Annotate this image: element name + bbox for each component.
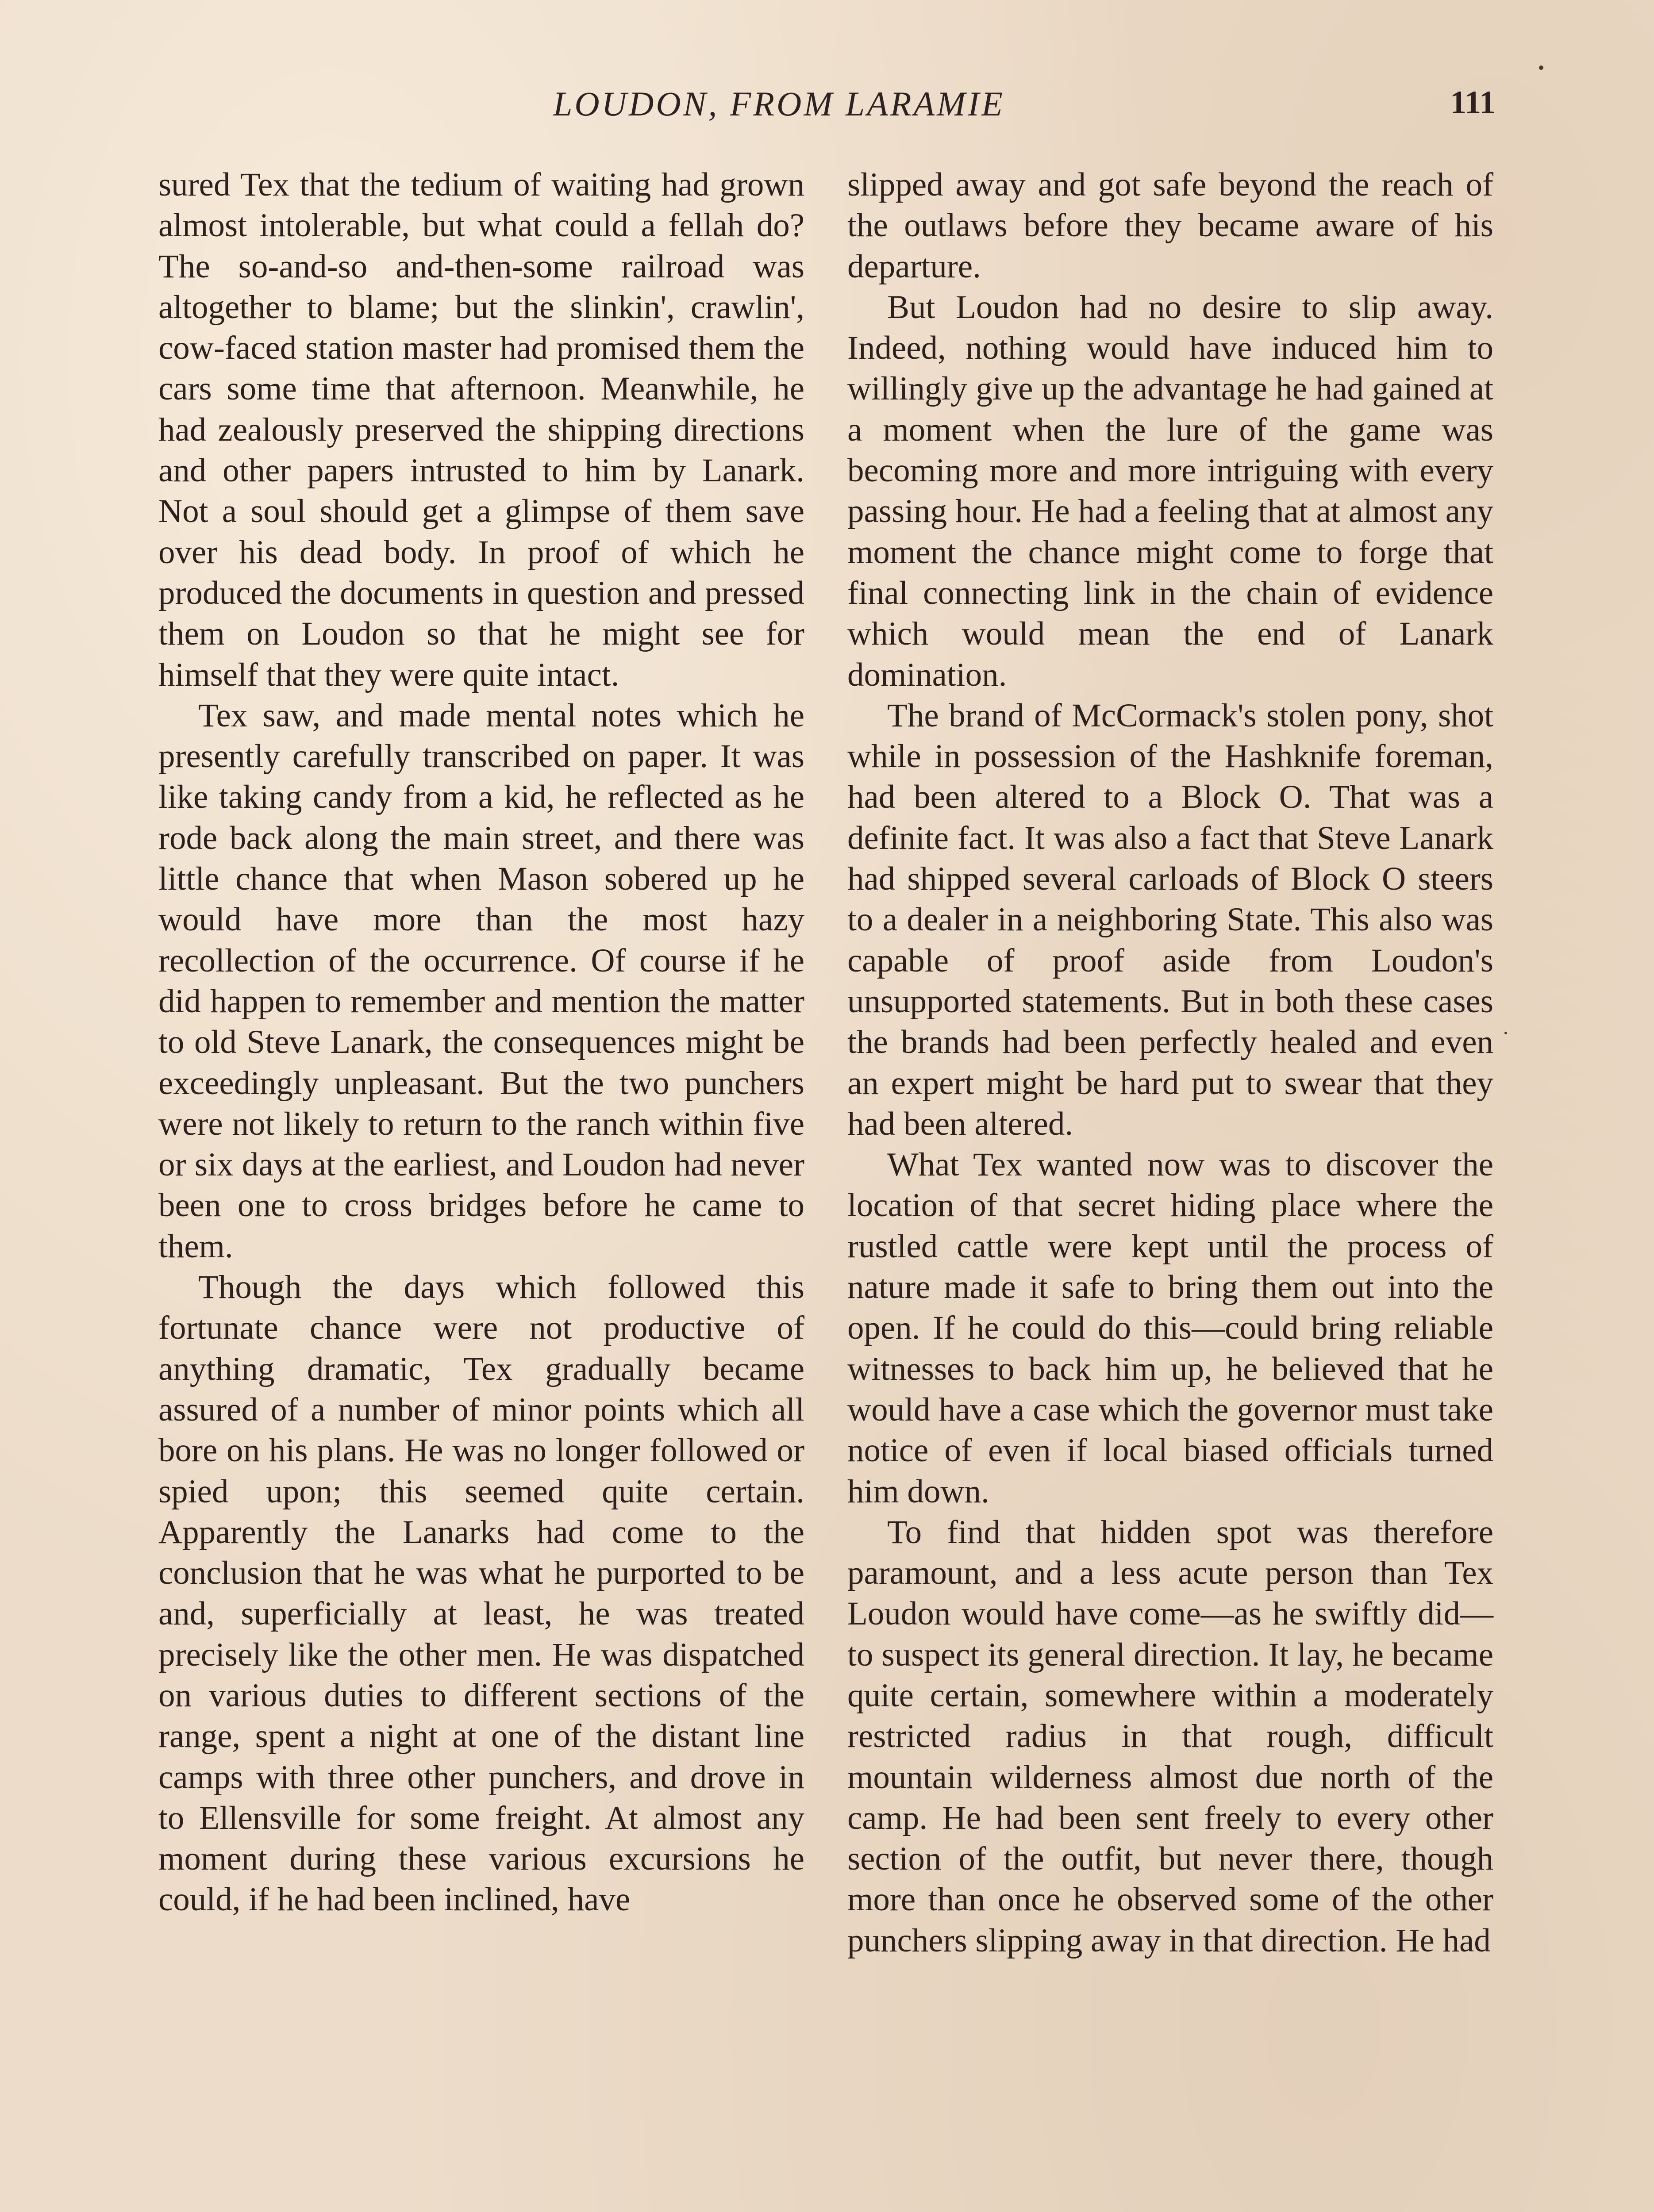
paragraph: What Tex wanted now was to discover the location of that secret hiding place where the rustled cattle were kept until the process of nature made it safe to bring them out into the open. If he could do this—could bring reliable witnesses to back him up, he believed that he would have a case which the governor must take notice of even if local biased officials turned him down. — [847, 1146, 1493, 1510]
paragraph: The brand of McCormack's stolen pony, shot while in possession of the Hashknife foreman, had been altered to a Block O. That was a definite fact. It was also a fact that Steve Lanark had shipped several carloads of Block O steers to a dealer in a neighboring State. This also was capable of proof aside from Loudon's unsupported statements. But in both these cases the brands had been perfectly healed and even an expert might be hard put to swear that they had been altered. — [847, 697, 1493, 1142]
left-column — [158, 165, 804, 1920]
paragraph: Though the days which followed this fortunate chance were not productive of anything dramatic, Tex gradually became assured of a number of minor points which all bore on his plans. He was no longer followed or spied upon; this seemed quite certain. Apparently the Lanarks had come to the conclusion that he was what he purported to be and, superficially at least, he was treated precisely like the other men. He was dispatched on various duties to different sections of the range, spent a night at one of the distant line camps with three other punchers, and drove in to Ellensville for some freight. At almost any moment during these various excursions he could, if he had been inclined, have — [158, 1269, 804, 1918]
paper-speck — [1504, 1032, 1507, 1034]
paper-speck — [1539, 65, 1543, 70]
right-column — [847, 165, 1493, 1961]
paragraph: To find that hidden spot was therefore paramount, and a less acute person than Tex Loudon would have come—as he swiftly did—to suspect its general direction. It lay, he became quite certain, somewhere within a moderately restricted radius in that rough, difficult mountain wilderness almost due north of the camp. He had been sent freely to every other section of the outfit, but never there, though more than once he observed some of the other punchers slipping away in that direction. He had — [847, 1513, 1493, 1959]
paragraph: Tex saw, and made mental notes which he presently carefully transcribed on paper. It was like taking candy from a kid, he reflected as he rode back along the main street, and there was little chance that when Mason sobered up he would have more than the most hazy recollection of the occurrence. Of course if he did happen to remember and mention the matter to old Steve Lanark, the consequences might be exceedingly unpleasant. But the two punchers were not likely to return to the ranch within five or six days at the earliest, and Loudon had never been one to cross bridges before he came to them. — [158, 697, 804, 1265]
paragraph: But Loudon had no desire to slip away. Indeed, nothing would have induced him to willingly give up the advantage he had gained at a moment when the lure of the game was becoming more and more intriguing with every passing hour. He had a feeling that at almost any moment the chance might come to forge that final connecting link in the chain of evidence which would mean the end of Lanark domination. — [847, 288, 1493, 693]
running-header — [155, 84, 1496, 133]
running-title: LOUDON, FROM LARAMIE — [553, 84, 1005, 123]
paragraph: sured Tex that the tedium of waiting had grown almost intolerable, but what could a fellah do? The so-and-so and-then-some railroad was altogether to blame; but the slinkin', crawlin', cow-faced station master had promised them the cars some time that afternoon. Meanwhile, he had zealously preserved the shipping directions and other papers intrusted to him by Lanark. Not a soul should get a glimpse of them save over his dead body. In proof of which he produced the documents in question and pressed them on Loudon so that he might see for himself that they were quite intact. — [158, 166, 804, 693]
page-number: 111 — [1450, 84, 1496, 121]
paragraph: slipped away and got safe beyond the reach of the outlaws before they became aware of his departure. — [847, 166, 1493, 285]
